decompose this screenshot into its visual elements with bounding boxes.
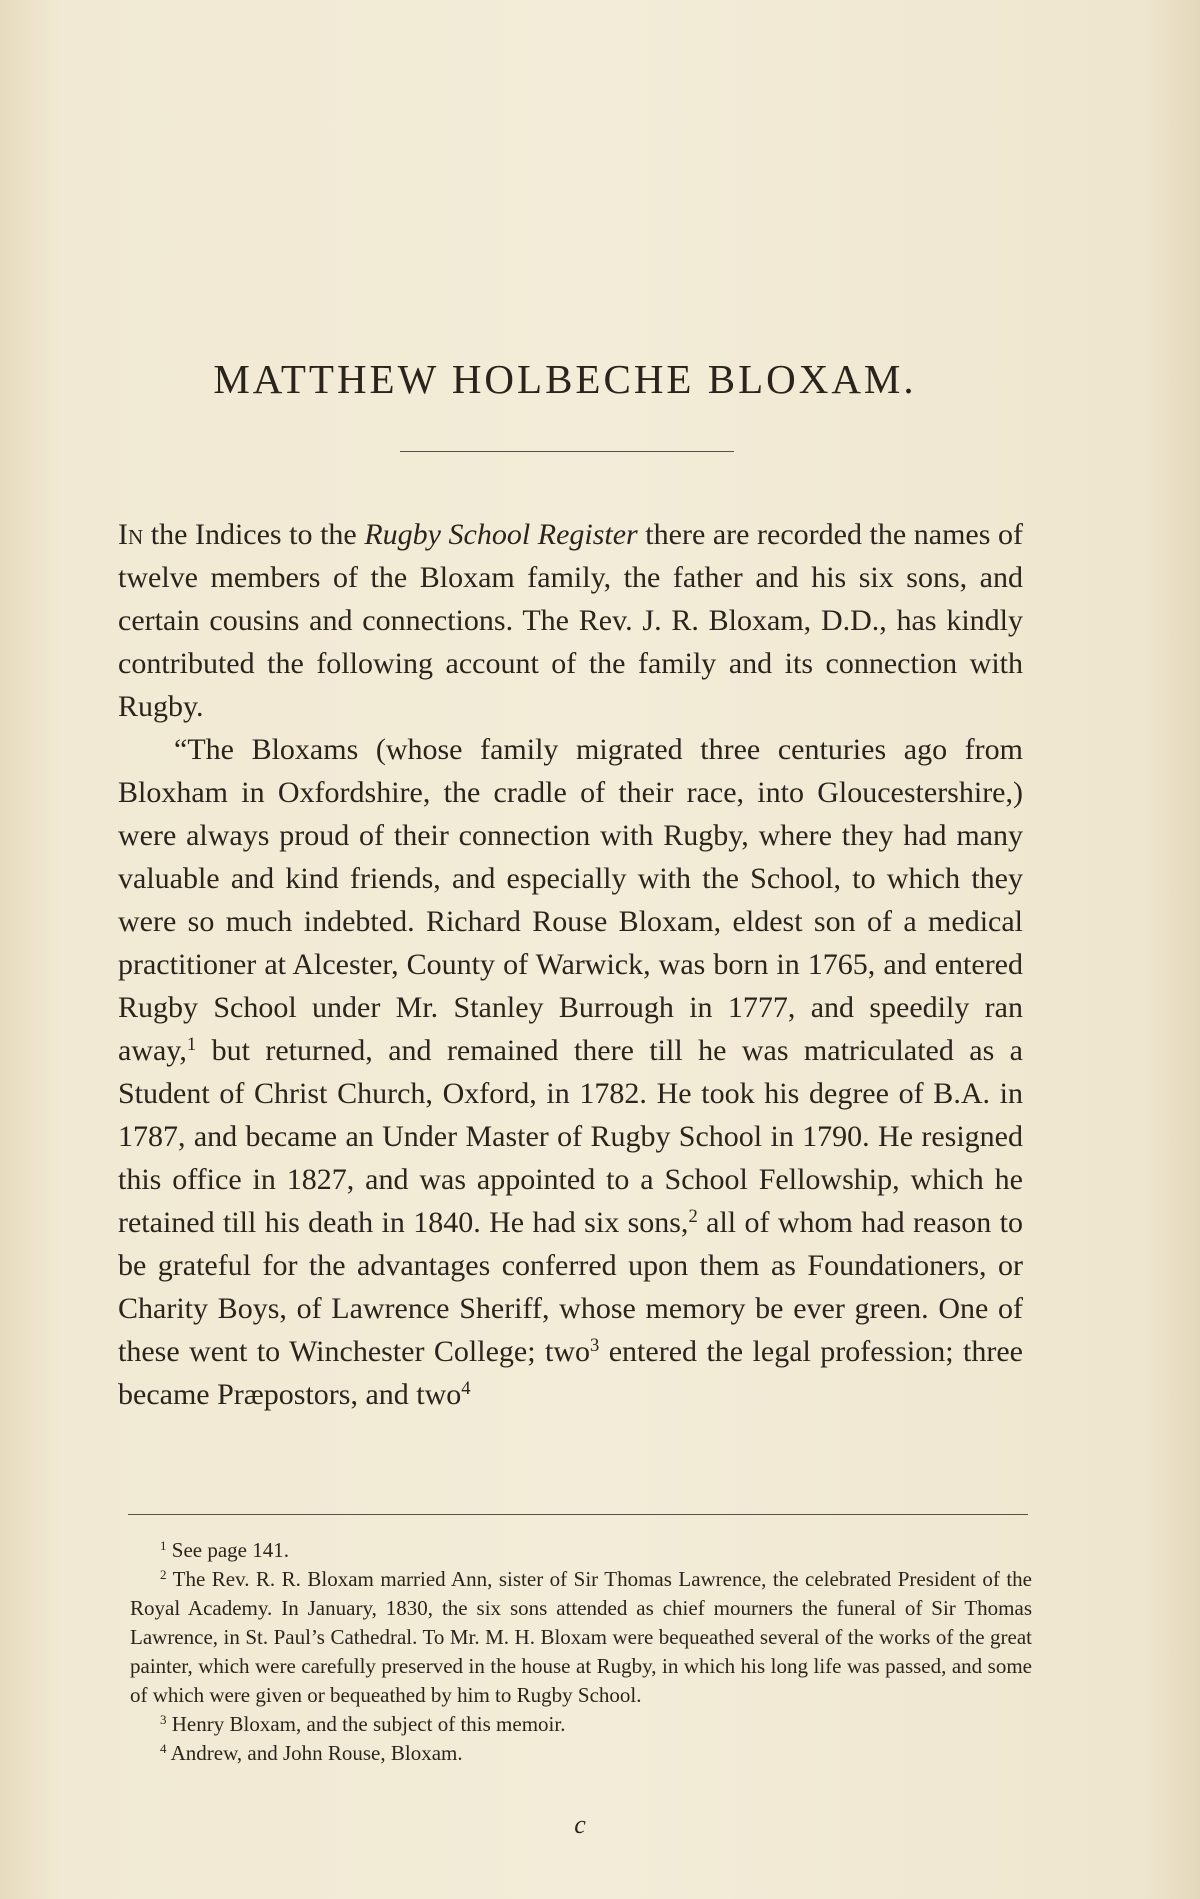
paragraph-1 — [118, 513, 1023, 728]
paragraph-1-text-b: there are recorded the names of twelve members of the Bloxam family, the father and his six sons, and certain cousins and connections. The Rev. J. R. Bloxam, D.D., has kindly contributed the following account of the family and its connection with Rugby. — [118, 518, 1023, 723]
paragraph-2-text-d: entered the legal profession; three became Præpostors, and two — [118, 1335, 1023, 1411]
footnote-mark: 4 — [160, 1740, 167, 1756]
footnote-text: The Rev. R. R. Bloxam married Ann, sister of Sir Thomas Lawrence, the celebrated President of the Royal Academy. In January, 1830, the six sons attended as chief mourners the funeral of Sir Thomas Lawrence, in St. Paul’s Cathedral. To Mr. M. H. Bloxam were bequeathed several of the works of the great painter, which were carefully preserved in the house at Rugby, in which his long life was passed, and some of which were given or bequeathed by him to Rugby School. — [130, 1567, 1032, 1707]
footnote-ref-2: 2 — [688, 1205, 698, 1227]
paragraph-2 — [118, 728, 1023, 1416]
footnote-mark: 1 — [160, 1537, 167, 1553]
footnote-mark: 3 — [160, 1711, 167, 1727]
footnote-1 — [130, 1536, 1032, 1565]
footnote-ref-4: 4 — [461, 1377, 471, 1399]
footnote-ref-3: 3 — [590, 1334, 600, 1356]
body-text — [118, 513, 1023, 1416]
footnote-divider — [128, 1514, 1028, 1515]
title-divider — [400, 451, 734, 452]
paragraph-2-text-b: but returned, and remained there till he was matriculated as a Student of Christ Church, Oxford, in 1782. He took his degree of B.A. in 1787, and became an Under Master of Rugby School in 1790. He resigned this office in 1827, and was appointed to a School Fellowship, which he retained till his death in 1840. He had six sons, — [118, 1034, 1023, 1239]
footnote-text: See page 141. — [166, 1538, 289, 1562]
footnote-text: Andrew, and John Rouse, Bloxam. — [166, 1741, 463, 1765]
footnote-3 — [130, 1710, 1032, 1739]
paragraph-2-text-a: “The Bloxams (whose family migrated three centuries ago from Bloxham in Oxfordshire, the cradle of their race, into Gloucestershire,) were always proud of their connection with Rugby, where they had many valuable and kind friends, and especially with the School, to which they were so much indebted. Richard Rouse Bloxam, eldest son of a medical practitioner at Alcester, County of Warwick, was born in 1765, and entered Rugby School under Mr. Stanley Burrough in 1777, and speedily ran away, — [118, 733, 1023, 1067]
paragraph-1-text-a: the Indices to the — [150, 518, 365, 551]
footnote-text: Henry Bloxam, and the subject of this memoir. — [166, 1712, 566, 1736]
chapter-title: MATTHEW HOLBECHE BLOXAM. — [213, 356, 917, 403]
footnote-ref-1: 1 — [186, 1033, 197, 1055]
footnotes — [130, 1536, 1032, 1768]
footnote-2 — [130, 1565, 1032, 1710]
register-title: Rugby School Register — [364, 518, 638, 551]
footnote-4 — [130, 1739, 1032, 1768]
footnote-mark: 2 — [160, 1566, 167, 1582]
paragraph-1-initial: In — [118, 518, 144, 551]
paragraph-2-text-c: all of whom had reason to be grateful for the advantages conferred upon them as Foundationers, or Charity Boys, of Lawrence Sheriff, whose memory be ever green. One of these went to Winchester College; two — [118, 1206, 1023, 1368]
signature-mark: c — [574, 1810, 586, 1839]
